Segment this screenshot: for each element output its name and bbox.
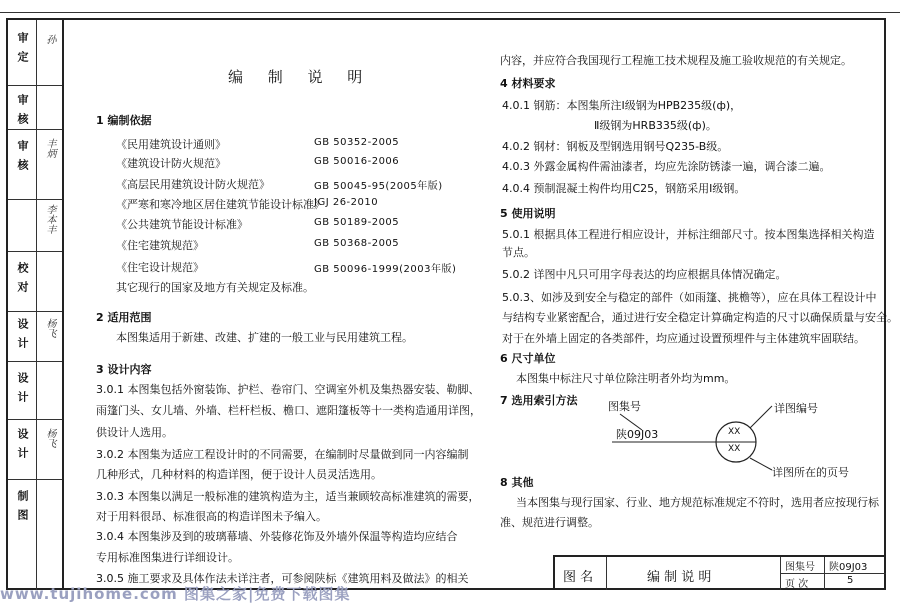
paragraph: 5.0.3、如涉及到安全与稳定的部件（如雨篷、挑檐等），应在具体工程设计中 bbox=[502, 291, 877, 304]
title-block-page-no: 5 bbox=[847, 575, 854, 586]
paragraph: 供设计人选用。 bbox=[96, 426, 173, 439]
sidebar-signature: 杨飞 bbox=[44, 318, 55, 338]
sidebar-label: 制 图 bbox=[16, 490, 29, 522]
sidebar-row-9 bbox=[8, 480, 64, 590]
sidebar-row-2 bbox=[8, 86, 64, 130]
sidebar-label: 审 定 bbox=[16, 32, 29, 64]
index-detail-label: 详图编号 bbox=[774, 402, 818, 415]
section-heading: 4 材料要求 bbox=[500, 77, 556, 90]
paragraph: 4.0.3 外露金属构件需油漆者，均应先涂防锈漆一遍，调合漆二遍。 bbox=[502, 160, 831, 173]
paragraph: 3.0.2 本图集为适应工程设计时的不同需要，在编制时尽量做到同一内容编制 bbox=[96, 448, 469, 461]
paragraph: 几种形式，几种材料的构造详图，便于设计人员灵活选用。 bbox=[96, 468, 382, 481]
paragraph: 3.0.5 施工要求及具体作法未详注者，可参阅陕标《建筑用料及做法》的相关 bbox=[96, 572, 469, 585]
paragraph: 对于用料很昂、标准很高的构造详图未予编入。 bbox=[96, 510, 327, 523]
standard-name: 《民用建筑设计通则》 bbox=[116, 138, 226, 151]
paragraph: 4.0.4 预制混凝土构件均用C25，钢筋采用Ⅰ级钢。 bbox=[502, 182, 746, 195]
section-heading: 8 其他 bbox=[500, 476, 534, 489]
paragraph: 5.0.2 详图中凡只可用字母表达的均应根据具体情况确定。 bbox=[502, 268, 787, 281]
standard-name: 《严寒和寒冷地区居住建筑节能设计标准》 bbox=[116, 198, 325, 211]
sidebar-label: 设 计 bbox=[16, 318, 29, 350]
sidebar-label: 校 对 bbox=[16, 262, 29, 294]
title-block-atlas-label: 图集号 bbox=[785, 562, 815, 573]
standard-name: 《高层民用建筑设计防火规范》 bbox=[116, 178, 270, 191]
sheet-top-line bbox=[0, 12, 900, 13]
index-detail-number: XX bbox=[728, 427, 741, 437]
paragraph: 3.0.4 本图集涉及到的玻璃幕墙、外装修花饰及外墙外保温等构造均应结合 bbox=[96, 530, 458, 543]
sidebar-row-1 bbox=[8, 20, 64, 86]
paragraph: 专用标准图集进行详细设计。 bbox=[96, 551, 239, 564]
section-heading: 7 选用索引方法 bbox=[500, 394, 578, 407]
paragraph: 内容，并应符合我国现行工程施工技术规程及施工验收规范的有关规定。 bbox=[500, 54, 852, 67]
sidebar-row-5 bbox=[8, 252, 64, 312]
paragraph: 雨篷门头、女儿墙、外墙、栏杆栏板、檐口、遮阳篷板等十一类构造通用详图， bbox=[96, 404, 481, 417]
standard-name: 《住宅设计规范》 bbox=[116, 261, 204, 274]
title-block-name-label: 图 名 bbox=[563, 570, 594, 585]
title-block-row-line bbox=[781, 573, 886, 574]
title-block-name-cell bbox=[607, 557, 781, 590]
title-block-page-label: 页 次 bbox=[785, 579, 809, 590]
sidebar-row-7 bbox=[8, 362, 64, 420]
index-symbol-diagram bbox=[590, 398, 849, 488]
title-block-name: 编 制 说 明 bbox=[647, 570, 712, 585]
sidebar-row-8 bbox=[8, 420, 64, 480]
index-page-number: XX bbox=[728, 444, 741, 454]
standard-name: 《公共建筑节能设计标准》 bbox=[116, 218, 248, 231]
index-atlas-code: 陕09J03 bbox=[616, 428, 659, 441]
paragraph: 准、规范进行调整。 bbox=[500, 516, 599, 529]
section-heading: 5 使用说明 bbox=[500, 207, 556, 220]
standard-code: GB 50189-2005 bbox=[314, 217, 400, 228]
section-heading: 3 设计内容 bbox=[96, 363, 152, 376]
standard-code: GB 50352-2005 bbox=[314, 137, 400, 148]
paragraph: 其它现行的国家及地方有关规定及标准。 bbox=[116, 281, 314, 294]
paragraph: 对于在外墙上固定的各类部件，均应通过设置预埋件与主体建筑牢固联结。 bbox=[502, 332, 865, 345]
sidebar-label: 审 核 bbox=[16, 94, 29, 126]
index-page-label: 详图所在的页号 bbox=[772, 466, 849, 479]
signature-sidebar bbox=[6, 18, 62, 590]
sidebar-signature: 李本丰 bbox=[44, 204, 55, 234]
sidebar-signature: 孙 bbox=[44, 34, 55, 44]
standard-code: GB 50016-2006 bbox=[314, 156, 400, 167]
title-block-name-label-cell bbox=[555, 557, 607, 590]
sidebar-label: 审 核 bbox=[16, 140, 29, 172]
site-watermark: www.tujihome.com 图集之家|免费下载图集 bbox=[0, 585, 351, 603]
sidebar-row-3 bbox=[8, 130, 64, 200]
title-block bbox=[553, 555, 886, 590]
sidebar-label: 设 计 bbox=[16, 428, 29, 460]
index-atlas-label: 图集号 bbox=[608, 400, 641, 413]
paragraph: 4.0.2 钢材：钢板及型钢选用钢号Q235-B级。 bbox=[502, 140, 729, 153]
section-heading: 2 适用范围 bbox=[96, 311, 152, 324]
paragraph: 本图集适用于新建、改建、扩建的一般工业与民用建筑工程。 bbox=[116, 331, 413, 344]
paragraph: 本图集中标注尺寸单位除注明者外均为mm。 bbox=[516, 372, 736, 385]
standard-name: 《建筑设计防火规范》 bbox=[116, 157, 226, 170]
sidebar-row-6 bbox=[8, 312, 64, 362]
sidebar-signature: 丰炳 bbox=[44, 138, 55, 158]
title-block-atlas-no: 陕09J03 bbox=[829, 562, 868, 573]
section-heading: 6 尺寸单位 bbox=[500, 352, 556, 365]
standard-name: 《住宅建筑规范》 bbox=[116, 239, 204, 252]
sidebar-signature: 杨飞 bbox=[44, 428, 55, 448]
paragraph: 5.0.1 根据具体工程进行相应设计，并标注细部尺寸。按本图集选择相关构造 bbox=[502, 228, 875, 241]
sidebar-row-4 bbox=[8, 200, 64, 252]
paragraph: 节点。 bbox=[502, 246, 535, 259]
paragraph: Ⅱ级钢为HRB335级(ф)。 bbox=[594, 119, 717, 132]
paragraph: 3.0.3 本图集以满足一般标准的建筑构造为主，适当兼顾较高标准建筑的需要， bbox=[96, 490, 480, 503]
sidebar-label: 设 计 bbox=[16, 372, 29, 404]
standard-code: JGJ 26-2010 bbox=[314, 197, 379, 208]
paragraph: 3.0.1 本图集包括外窗装饰、护栏、卷帘门、空调室外机及集热器安装、勒脚、 bbox=[96, 383, 480, 396]
standard-code: GB 50045-95(2005年版) bbox=[314, 181, 443, 192]
paragraph: 4.0.1 钢筋：本图集所注Ⅰ级钢为HPB235级(ф)， bbox=[502, 99, 742, 112]
paragraph: 当本图集与现行国家、行业、地方规范标准规定不符时，选用者应按现行标 bbox=[516, 496, 879, 509]
standard-code: GB 50368-2005 bbox=[314, 238, 400, 249]
page-title: 编 制 说 明 bbox=[228, 68, 373, 86]
standard-code: GB 50096-1999(2003年版) bbox=[314, 264, 457, 275]
section-heading: 1 编制依据 bbox=[96, 114, 152, 127]
paragraph: 与结构专业紧密配合，通过进行安全稳定计算确定构造的尺寸以确保质量与安全。 bbox=[502, 311, 898, 324]
